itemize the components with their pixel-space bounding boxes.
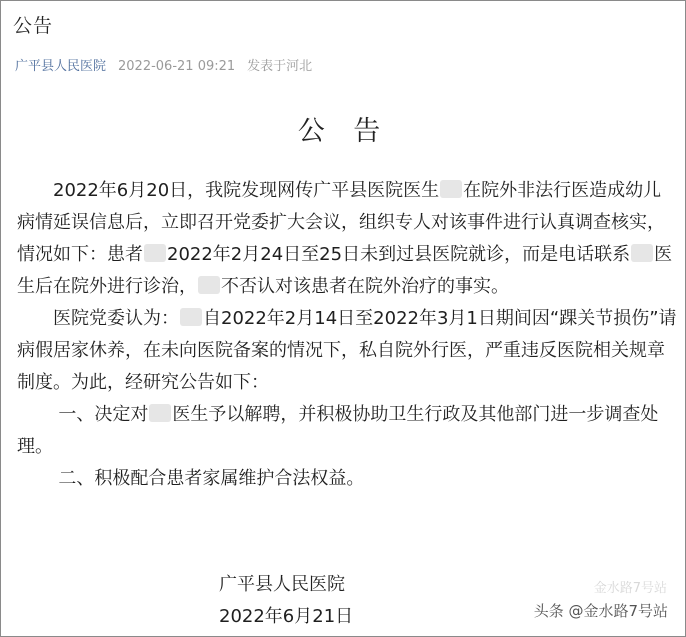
redaction-blur <box>631 244 653 262</box>
signature-date: 2022年6月21日 <box>219 606 354 627</box>
post-datetime: 2022-06-21 09:21 <box>118 59 236 74</box>
text-segment: 不否认对该患者在院外治疗的事实。 <box>221 276 509 297</box>
redaction-blur <box>144 244 166 262</box>
platform-watermark <box>531 581 671 622</box>
text-segment: 二、积极配合患者家属维护合法权益。 <box>58 468 365 489</box>
text-segment: 医生予以解聘，并积极协助卫生行政及其他部门进一步调查处理。 <box>17 404 659 457</box>
source-link[interactable]: 广平县人民医院 <box>15 59 107 74</box>
signature-org: 广平县人民医院 <box>219 574 345 595</box>
signature-block <box>219 569 353 633</box>
notice-body <box>17 175 677 495</box>
redaction-blur <box>149 404 171 422</box>
post-location: 发表于河北 <box>247 59 313 74</box>
redaction-blur <box>440 180 462 198</box>
text-segment: 2022年2月24日至25日未到过县医院就诊，而是电话联系 <box>167 244 631 265</box>
text-segment: 一、决定对 <box>58 404 149 425</box>
notice-paragraph-2 <box>17 303 677 399</box>
watermark-text: 头条 @金水路7号站 <box>533 602 668 620</box>
text-segment: 医生后在院外进行诊治， <box>17 244 673 297</box>
faint-watermark: 金水路7号站 <box>593 581 667 596</box>
text-segment: 自2022年2月14日至2022年3月1日期间因“踝关节损伤”请病假居家休养，在未向医院备案的情况下，私自院外行医，严重违反医院相关规章制度。为此，经研究公告如下： <box>17 308 677 393</box>
notice-paragraph-1 <box>17 175 677 303</box>
post-meta <box>15 55 312 74</box>
text-segment: 在院外非法行医造成幼儿病情延误信息后，立即召开党委扩大会议，组织专人对该事件进行认真调查核实，情况如下：患者 <box>17 180 665 265</box>
text-segment: 医院党委认为： <box>53 308 179 329</box>
notice-paragraph-4 <box>17 463 677 495</box>
notice-heading: 公 告 <box>297 116 391 147</box>
post-title: 公告 <box>13 15 54 37</box>
redaction-blur <box>180 308 202 326</box>
redaction-blur <box>198 276 220 294</box>
notice-paragraph-3 <box>17 399 677 463</box>
text-segment: 2022年6月20日，我院发现网传广平县医院医生 <box>53 180 440 201</box>
